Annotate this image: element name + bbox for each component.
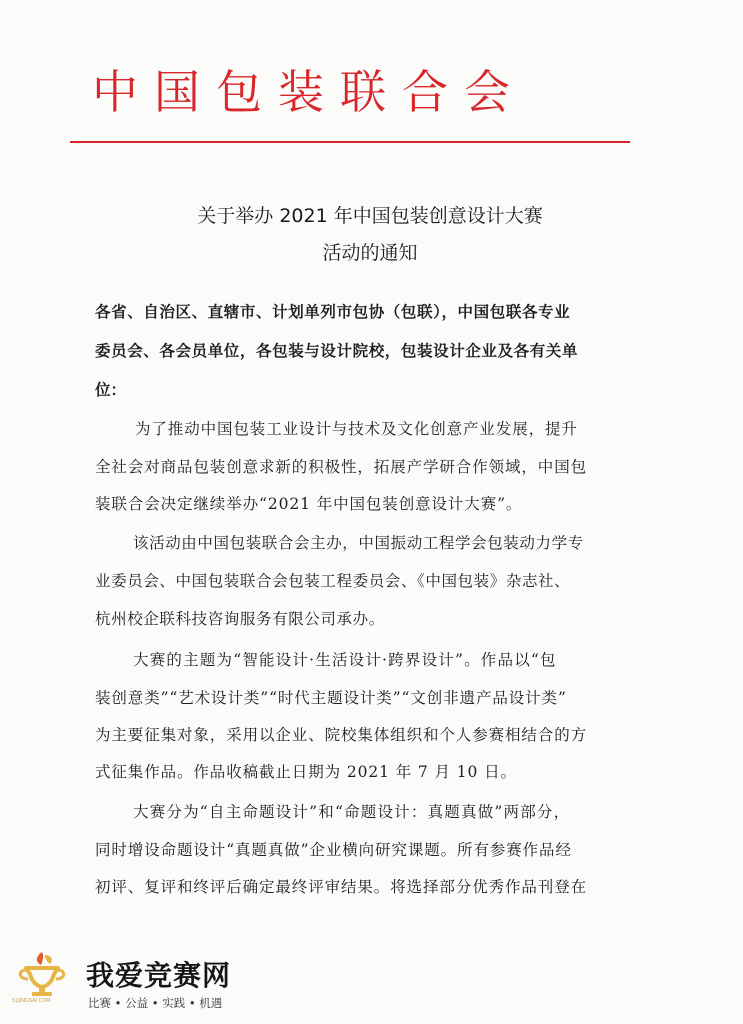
paragraph-4-line-1: 大赛分为“自主命题设计”和“命题设计：真题真做”两部分，: [133, 803, 571, 821]
paragraph-3-line-1: 大赛的主题为“智能设计·生活设计·跨界设计”。作品以“包: [133, 651, 557, 669]
watermark-brand: 我爱竞赛网: [86, 959, 232, 992]
document-title-line-2: 活动的通知: [322, 242, 418, 264]
watermark-site-url: 52JINGSAI.COM: [12, 998, 51, 1004]
paragraph-2-line-2: 业委员会、中国包装联合会包装工程委员会、《中国包装》杂志社、: [95, 572, 571, 590]
paragraph-2-line-3: 杭州校企联科技咨询服务有限公司承办。: [95, 610, 385, 628]
letterhead-rule: [70, 141, 630, 143]
paragraph-4-line-3: 初评、复评和终评后确定最终评审结果。将选择部分优秀作品刊登在: [95, 878, 588, 896]
paragraph-2-line-1: 该活动由中国包装联合会主办，中国振动工程学会包装动力学专: [133, 534, 584, 552]
addressee-line-2: 委员会、各会员单位，各包装与设计院校，包装设计企业及各有关单: [95, 342, 579, 360]
paragraph-3-line-4: 式征集作品。作品收稿截止日期为 2021 年 7 月 10 日。: [95, 763, 517, 781]
document-title-line-1: 关于举办 2021 年中国包装创意设计大赛: [197, 205, 543, 227]
addressee-line-1: 各省、自治区、直辖市、计划单列市包协（包联），中国包联各专业: [95, 303, 571, 321]
paragraph-1-line-3: 装联合会决定继续举办“2021 年中国包装创意设计大赛”。: [95, 495, 523, 513]
site-watermark: [12, 948, 252, 1014]
paragraph-1-line-2: 全社会对商品包装创意求新的积极性，拓展产学研合作领域，中国包: [95, 458, 588, 476]
paragraph-3-line-3: 为主要征集对象，采用以企业、院校集体组织和个人参赛相结合的方: [95, 726, 588, 744]
paragraph-3-line-2: 装创意类”“艺术设计类”“时代主题设计类”“文创非遗产品设计类”: [95, 689, 567, 707]
letterhead-org-name: 中国包装联合会: [92, 65, 526, 119]
watermark-slogan: 比赛 • 公益 • 实践 • 机遇: [88, 996, 223, 1010]
addressee-line-3: 位：: [95, 381, 127, 399]
paragraph-1-line-1: 为了推动中国包装工业设计与技术及文化创意产业发展，提升: [135, 420, 578, 438]
paragraph-4-line-2: 同时增设命题设计“真题真做”企业横向研究课题。所有参赛作品经: [95, 841, 572, 859]
